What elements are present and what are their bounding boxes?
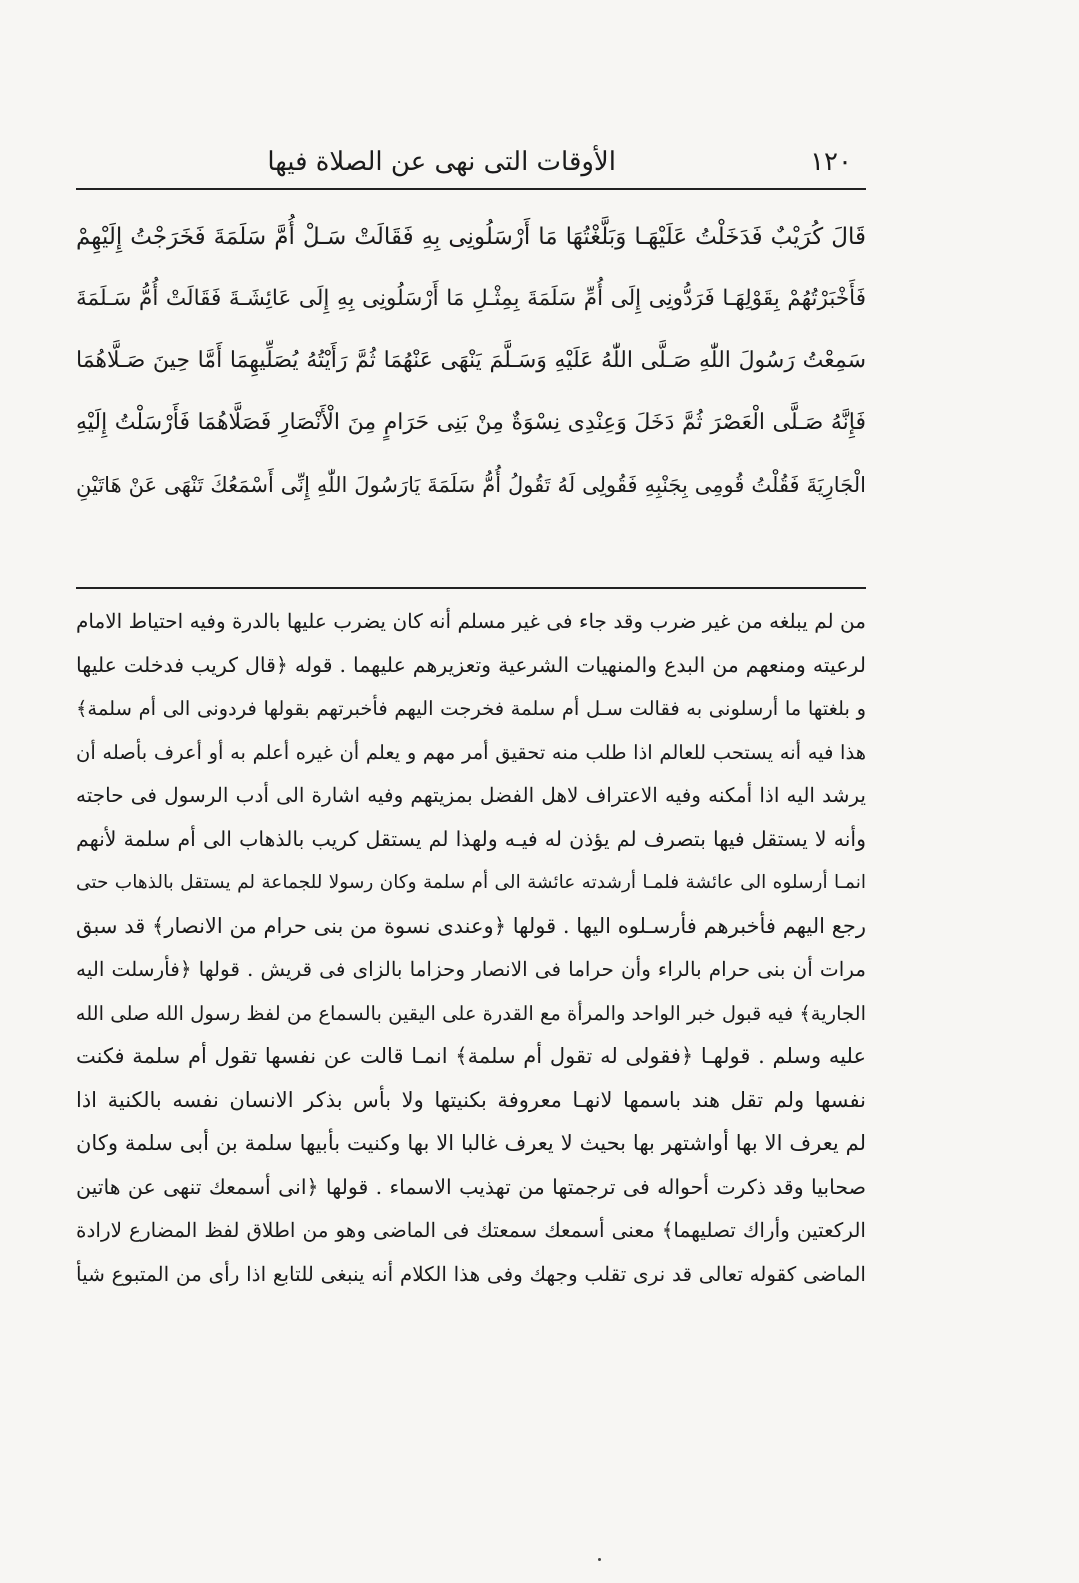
commentary-line: يرشد اليه اذا أمكنه وفيه الاعتراف لاهل الفضل بمزيتهم وفيه اشارة الى أدب الرسول فى حاجته — [76, 783, 866, 807]
header-rule — [76, 188, 866, 190]
section-divider — [76, 587, 866, 589]
page-header — [76, 140, 866, 184]
hadith-line: فَإِنَّهُ صَـلَّى الْعَصْرَ ثُمَّ دَخَلَ وَعِنْدِى نِسْوَةٌ مِنْ بَنِى حَرَامٍ مِنَ الْأَنْصَارِ فَصَلَّاهُمَا فَأَرْسَلْتُ إِلَيْهِ — [76, 410, 866, 435]
commentary-line: مرات أن بنى حرام بالراء وأن حراما فى الانصار وحزاما بالزاى فى قريش . قولها ﴿فأرسلت اليه — [76, 957, 866, 981]
commentary-line: رجع اليهم فأخبرهم فأرسـلوه اليها . قولها ﴿وعندى نسوة من بنى حرام من الانصار﴾ قد سبق — [76, 913, 866, 938]
commentary-line: عليه وسلم . قولهـا ﴿فقولى له تقول أم سلمة﴾ انمـا قالت عن نفسها تقول أم سلمة فكنت — [76, 1044, 866, 1068]
commentary-line: وأنه لا يستقل فيها بتصرف لم يؤذن له فيـه ولهذا لم يستقل كريب بالذهاب الى أم سلمة لأنهم — [76, 826, 866, 851]
commentary-line: الجارية﴾ فيه قبول خبر الواحد والمرأة مع القدرة على اليقين بالسماع من لفظ رسول الله صلى الله — [76, 1001, 866, 1025]
hadith-line: الْجَارِيَةَ فَقُلْتُ قُومِى بِجَنْبِهِ فَقُولِى لَهُ تَقُولُ أُمُّ سَلَمَةَ يَارَسُولَ اللّٰهِ إِنِّى أَسْمَعُكَ تَنْهَى عَنْ هَاتَيْنِ — [76, 473, 866, 497]
hadith-line: قَالَ كُرَيْبٌ فَدَخَلْتُ عَلَيْهَـا وَبَلَّغْتُهَا مَا أَرْسَلُونِى بِهِ فَقَالَتْ سَـلْ أُمَّ سَلَمَةَ فَخَرَجْتُ إِلَيْهِمْ — [76, 224, 866, 250]
page-number: ١٢٠ — [810, 147, 852, 177]
hadith-line: سَمِعْتُ رَسُولَ اللّٰهِ صَـلَّى اللّٰهُ عَلَيْهِ وَسَـلَّمَ يَنْهَى عَنْهُمَا ثُمَّ رَأَيْتُهُ يُصَلِّيهِمَا أَمَّا حِينَ صَـلَّاهُمَا — [76, 348, 866, 373]
hadith-text — [76, 206, 866, 516]
commentary-line: هذا فيه أنه يستحب للعالم اذا طلب منه تحقيق أمر مهم و يعلم أن غيره أعلم به أو أعرف بأصله أن — [76, 740, 866, 764]
commentary-line: لرعيته ومنعهم من البدع والمنهيات الشرعية وتعزيرهم عليهما . قوله ﴿قال كريب فدخلت عليها — [76, 652, 866, 677]
commentary-line: من لم يبلغه من غير ضرب وقد جاء فى غير مسلم أنه كان يضرب عليها بالدرة وفيه احتياط الامام — [76, 609, 866, 633]
commentary-line: نفسها ولم تقل هند باسمها لانهـا معروفة بكنيتها ولا بأس بذكر الانسان نفسه بالكنية اذا — [76, 1087, 866, 1112]
print-mark — [598, 1558, 601, 1561]
commentary-line: و بلغتها ما أرسلونى به فقالت سـل أم سلمة فخرجت اليهم فأخبرتهم بقولها فردونى الى أم سلمة﴾ — [76, 697, 866, 720]
commentary-text — [76, 600, 866, 1296]
running-title: الأوقات التى نهى عن الصلاة فيها — [267, 147, 616, 177]
commentary-line: انمـا أرسلوه الى عائشة فلمـا أرشدته عائشة الى أم سلمة وكان رسولا للجماعة لم يستقل بالذهاب حتى — [76, 872, 866, 893]
commentary-line: الماضى كقوله تعالى قد نرى تقلب وجهك وفى هذا الكلام أنه ينبغى للتابع اذا رأى من المتبوع شيأ — [76, 1261, 866, 1286]
commentary-line: لم يعرف الا بها أواشتهر بها بحيث لا يعرف غالبا الا بها وكنيت بأبيها سلمة بن أبى سلمة وكان — [76, 1131, 866, 1155]
commentary-line: صحابيا وقد ذكرت أحواله فى ترجمتها من تهذيب الاسماء . قولها ﴿انى أسمعك تنهى عن هاتين — [76, 1174, 866, 1199]
hadith-line: فَأَخْبَرْتُهُمْ بِقَوْلِهَـا فَرَدُّونِى إِلَى أُمِّ سَلَمَةَ بِمِثْـلِ مَا أَرْسَلُونِى بِهِ إِلَى عَائِشَـةَ فَقَالَتْ أُمُّ سَـلَمَةَ — [76, 286, 866, 311]
commentary-line: الركعتين وأراك تصليهما﴾ معنى أسمعك سمعتك فى الماضى وهو من اطلاق لفظ المضارع لارادة — [76, 1218, 866, 1242]
